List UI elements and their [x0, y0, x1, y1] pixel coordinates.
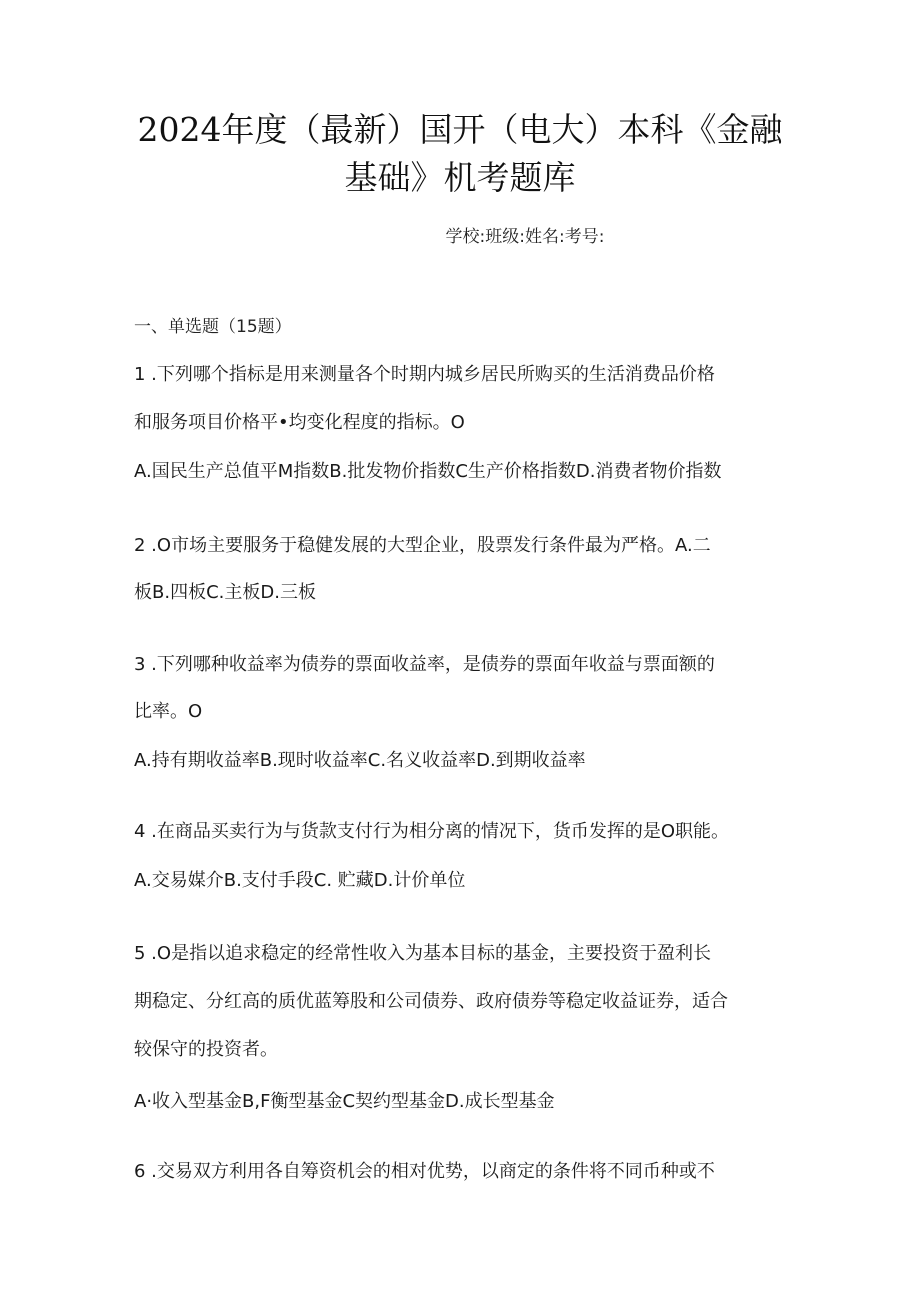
question-1-line-2: 和服务项目价格平•均变化程度的指标。O	[134, 412, 465, 433]
question-5-line-2: 期稳定、分红高的质优蓝筹股和公司债券、政府债券等稳定收益证券，适合	[134, 991, 728, 1012]
document-title-line-2: 基础》机考题库	[344, 158, 576, 197]
question-5-line-3: 较保守的投资者。	[134, 1039, 278, 1060]
question-3-line-1: 3 .下列哪种收益率为债券的票面收益率，是债券的票面年收益与票面额的	[134, 654, 715, 675]
question-3-line-2: 比率。O	[134, 701, 203, 722]
question-1-line-1: 1 .下列哪个指标是用来测量各个时期内城乡居民所购买的生活消费品价格	[134, 364, 715, 385]
question-5-line-1: 5 .O是指以追求稳定的经常性收入为基本目标的基金，主要投资于盈利长	[134, 943, 712, 964]
document-title-line-1: 2024年度（最新）国开（电大）本科《金融	[137, 110, 783, 149]
question-3-options: A.持有期收益率B.现时收益率C.名义收益率D.到期收益率	[134, 750, 586, 771]
question-4-line-1: 4 .在商品买卖行为与货款支付行为相分离的情况下，货币发挥的是O职能。	[134, 821, 730, 842]
question-6-line-1: 6 .交易双方利用各自筹资机会的相对优势，以商定的条件将不同币种或不	[134, 1161, 715, 1182]
question-5-options: A·收入型基金B,F衡型基金C契约型基金D.成长型基金	[134, 1091, 555, 1112]
student-info-line: 学校:班级:姓名:考号:	[445, 227, 605, 247]
question-2-line-1: 2 .O市场主要服务于稳健发展的大型企业，股票发行条件最为严格。A.二	[134, 535, 711, 556]
section-heading: 一、单选题（15题）	[134, 317, 292, 337]
question-1-options: A.国民生产总值平M指数B.批发物价指数C生产价格指数D.消费者物价指数	[134, 461, 722, 482]
question-4-options: A.交易媒介B.支付手段C. 贮藏D.计价单位	[134, 870, 466, 891]
question-2-line-2: 板B.四板C.主板D.三板	[134, 582, 316, 603]
